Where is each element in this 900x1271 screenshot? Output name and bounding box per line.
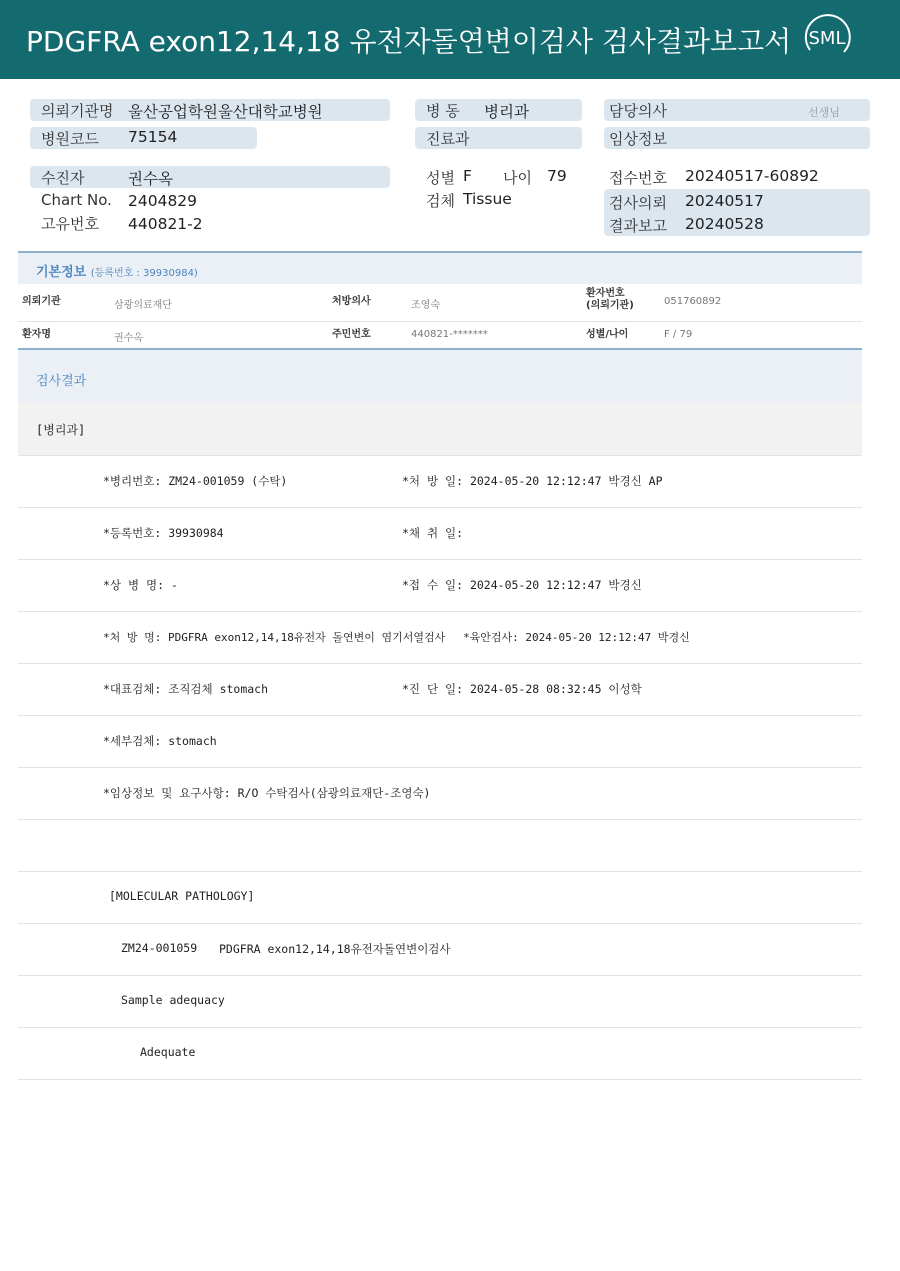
specimen-label: 검체 (426, 192, 455, 210)
name-label: 환자명 (22, 329, 51, 340)
pid-value: 051760892 (664, 296, 722, 307)
name-value: 권수옥 (114, 333, 143, 344)
pid-label (586, 288, 634, 312)
result-row-left: *대표검체: 조직검체 stomach (103, 682, 269, 696)
inst-value: 삼광의료재단 (114, 300, 172, 311)
result-section-header (18, 348, 862, 405)
basic-info-section-header (18, 251, 862, 284)
result-row-right: *접 수 일: 2024-05-20 12:12:47 박경신 (402, 578, 642, 592)
sex-label: 성별 (426, 169, 455, 187)
result-row-left: *상 병 명: - (103, 578, 178, 592)
chart-value: 2404829 (128, 192, 198, 210)
registration-number: (등록번호 : 39930984) (90, 268, 198, 279)
result-row-right: *채 취 일: (402, 526, 464, 540)
result-row (18, 715, 862, 768)
report-header (0, 0, 900, 79)
sml-logo (800, 12, 854, 66)
uid-value: 440821-2 (128, 215, 203, 233)
molecular-test-name: PDGFRA exon12,14,18유전자돌연변이검사 (219, 942, 451, 956)
rrn-value: 440821-******* (411, 329, 488, 340)
prescriber-value: 조영숙 (411, 300, 440, 311)
basic-info-title-text: 기본정보 (36, 265, 87, 280)
result-row (18, 767, 862, 820)
molecular-test-row (18, 923, 862, 976)
pid-label-line-2: (의뢰기관) (586, 300, 634, 311)
result-row (18, 455, 862, 508)
ward-label: 병 동 (426, 102, 460, 120)
adequacy-value: Adequate (140, 1045, 196, 1059)
basic-info-row-2 (18, 322, 862, 348)
uid-label: 고유번호 (41, 215, 99, 233)
pid-label-line-1: 환자번호 (586, 288, 625, 299)
dept-row (18, 402, 862, 456)
logo-text: SML (808, 28, 846, 49)
molecular-header: [MOLECULAR PATHOLOGY] (109, 889, 255, 903)
sexage-label: 성별/나이 (586, 329, 629, 340)
blank-row (18, 819, 862, 872)
adequacy-label-row (18, 975, 862, 1028)
age-value: 79 (547, 167, 567, 185)
result-row-left: *세부검체: stomach (103, 734, 217, 748)
req-institution-value: 울산공업학원울산대학교병원 (128, 103, 323, 121)
adequacy-value-row (18, 1027, 862, 1080)
result-row (18, 559, 862, 612)
result-row-right: *진 단 일: 2024-05-28 08:32:45 이성학 (402, 682, 642, 696)
basic-info-title (36, 261, 198, 280)
result-row-left: *병리번호: ZM24-001059 (수탁) (103, 474, 288, 488)
result-row-left: *처 방 명: PDGFRA exon12,14,18유전자 돌연변이 염기서열검사 (103, 631, 446, 644)
patient-label: 수진자 (41, 169, 85, 187)
req-institution-label: 의뢰기관명 (41, 102, 114, 120)
result-row (18, 507, 862, 560)
receipt-label: 접수번호 (609, 169, 667, 187)
basic-info-row-1 (18, 283, 862, 322)
doctor-suffix: 선생님 (808, 106, 840, 119)
hospital-code-value: 75154 (128, 128, 178, 146)
molecular-header-row (18, 871, 862, 924)
adequacy-label: Sample adequacy (121, 993, 225, 1007)
result-row-right: *처 방 일: 2024-05-20 12:12:47 박경신 AP (402, 474, 663, 488)
report-label: 결과보고 (609, 217, 667, 235)
ward-value: 병리과 (484, 103, 529, 121)
clinical-info-label: 임상정보 (609, 130, 667, 148)
result-row (18, 663, 862, 716)
report-value: 20240528 (685, 215, 764, 233)
sex-value: F (463, 167, 472, 185)
hospital-code-label: 병원코드 (41, 130, 99, 148)
doctor-label: 담당의사 (609, 102, 667, 120)
age-label: 나이 (503, 169, 532, 187)
specimen-value: Tissue (463, 190, 512, 208)
result-title: 검사결과 (36, 374, 87, 389)
chart-label: Chart No. (41, 191, 112, 209)
request-value: 20240517 (685, 192, 764, 210)
receipt-value: 20240517-60892 (685, 167, 819, 185)
patient-value: 권수옥 (128, 170, 173, 188)
request-label: 검사의뢰 (609, 194, 667, 212)
rrn-label: 주민번호 (332, 329, 371, 340)
prescriber-label: 처방의사 (332, 296, 371, 307)
sexage-value: F / 79 (664, 329, 693, 340)
result-row-left: *등록번호: 39930984 (103, 526, 224, 540)
inst-label: 의뢰기관 (22, 296, 61, 307)
result-row (18, 611, 862, 664)
clinic-label: 진료과 (426, 130, 470, 148)
result-row-right: *육안검사: 2024-05-20 12:12:47 박경신 (463, 631, 690, 644)
molecular-id: ZM24-001059 (121, 941, 198, 955)
result-row-left: *임상정보 및 요구사항: R/O 수탁검사(삼광의료재단-조영숙) (103, 786, 431, 800)
dept-label: [병리과] (36, 423, 86, 437)
report-title: PDGFRA exon12,14,18 유전자돌연변이검사 검사결과보고서 (26, 25, 792, 58)
